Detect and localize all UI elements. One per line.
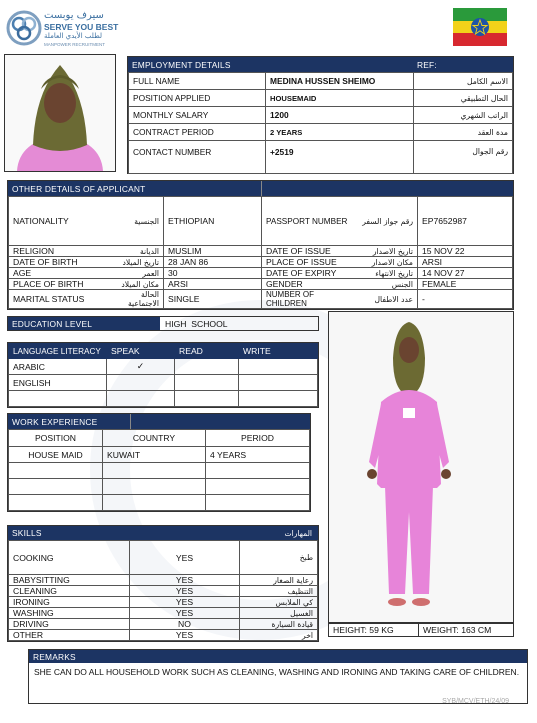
skill-name: CLEANING [9, 586, 130, 597]
read-cell [175, 375, 239, 391]
skill-ar: التنظيف [240, 586, 318, 597]
religion-value: MUSLIM [164, 246, 262, 257]
date-of-expiry-ar: تاريخ الانتهاء [354, 268, 418, 279]
skill-value: YES [130, 597, 240, 608]
skills-header [8, 526, 318, 540]
skill-value: YES [130, 541, 240, 575]
skill-row [9, 597, 318, 608]
age-value: 30 [164, 268, 262, 279]
remarks-title: REMARKS [29, 650, 527, 663]
language-header-row [9, 344, 318, 359]
skill-row [9, 619, 318, 630]
work-position: HOUSE MAID [9, 447, 103, 463]
write-cell [239, 375, 318, 391]
nationality-label: NATIONALITY [9, 197, 105, 246]
language-name [9, 391, 107, 407]
other-details-header [8, 181, 513, 196]
skill-value: YES [130, 586, 240, 597]
employment-row [129, 73, 513, 90]
number-of-children-ar: عدد الاطفال [354, 290, 418, 309]
nationality-value: ETHIOPIAN [164, 197, 262, 246]
skill-row [9, 575, 318, 586]
work-experience-section [7, 413, 311, 512]
employment-row [129, 90, 513, 107]
position-applied-label: POSITION APPLIED [129, 90, 266, 107]
skill-ar: اخر [240, 630, 318, 641]
age-label: AGE [9, 268, 105, 279]
date-of-expiry-label: DATE OF EXPIRY [262, 268, 354, 279]
detail-row [9, 279, 513, 290]
gender-label: GENDER [262, 279, 354, 290]
language-row [9, 359, 318, 375]
monthly-salary-label: MONTHLY SALARY [129, 107, 266, 124]
contact-number-ar: رقم الجوال [414, 141, 513, 174]
skill-value: NO [130, 619, 240, 630]
monthly-salary-ar: الراتب الشهري [414, 107, 513, 124]
detail-row [9, 290, 513, 309]
contract-period-label: CONTRACT PERIOD [129, 124, 266, 141]
place-of-issue-ar: مكان الاصدار [354, 257, 418, 268]
portrait-photo [4, 54, 116, 172]
nationality-ar: الجنسية [105, 197, 164, 246]
education-section [7, 316, 319, 331]
logo-arabic-sub: لطلب الأيدي العاملة [44, 32, 102, 40]
full-body-photo [328, 311, 514, 623]
work-row [9, 479, 310, 495]
date-of-birth-ar: تاريخ الميلاد [105, 257, 164, 268]
place-of-birth-ar: مكان الميلاد [105, 279, 164, 290]
detail-row [9, 246, 513, 257]
skill-name: BABYSITTING [9, 575, 130, 586]
full-name-label: FULL NAME [129, 73, 266, 90]
ref-label: REF: [417, 59, 437, 70]
position-applied-value: HOUSEMAID [266, 90, 414, 107]
date-of-issue-ar: تاريخ الاصدار [354, 246, 418, 257]
work-country [103, 495, 206, 511]
date-of-expiry-value: 14 NOV 27 [418, 268, 513, 279]
employment-row [129, 107, 513, 124]
skill-value: YES [130, 630, 240, 641]
employment-row [129, 124, 513, 141]
detail-row [9, 257, 513, 268]
full-name-ar: الاسم الكامل [414, 73, 513, 90]
write-cell [239, 391, 318, 407]
period-header: PERIOD [206, 430, 310, 447]
skill-row [9, 608, 318, 619]
language-name: ENGLISH [9, 375, 107, 391]
ethiopia-flag-icon [453, 8, 507, 46]
other-details-title: OTHER DETAILS OF APPLICANT [12, 183, 146, 194]
skill-name: IRONING [9, 597, 130, 608]
work-position [9, 479, 103, 495]
date-of-issue-value: 15 NOV 22 [418, 246, 513, 257]
height-value: HEIGHT: 59 KG [329, 624, 419, 636]
detail-row [9, 197, 513, 246]
work-country [103, 463, 206, 479]
skill-ar: طبخ [240, 541, 318, 575]
skill-name: WASHING [9, 608, 130, 619]
speak-header: SPEAK [107, 344, 175, 359]
employment-header [128, 57, 513, 72]
work-position [9, 463, 103, 479]
read-cell [175, 391, 239, 407]
skill-ar: رعاية الصغار [240, 575, 318, 586]
remarks-section [28, 649, 528, 704]
country-header: COUNTRY [103, 430, 206, 447]
detail-row [9, 268, 513, 279]
place-of-birth-label: PLACE OF BIRTH [9, 279, 105, 290]
employment-row [129, 141, 513, 174]
position-header: POSITION [9, 430, 103, 447]
gender-ar: الجنس [354, 279, 418, 290]
skill-ar: كي الملابس [240, 597, 318, 608]
skill-name: DRIVING [9, 619, 130, 630]
logo-english: SERVE YOU BEST [44, 22, 119, 32]
speak-cell [107, 391, 175, 407]
weight-value: WEIGHT: 163 CM [423, 625, 492, 635]
skill-ar: قيادة السيارة [240, 619, 318, 630]
contact-number-label: CONTACT NUMBER [129, 141, 266, 174]
read-header: READ [175, 344, 239, 359]
speak-check-icon: ✓ [107, 359, 175, 375]
skill-row [9, 541, 318, 575]
contract-period-ar: مدة العقد [414, 124, 513, 141]
position-applied-ar: الحال التطبيقي [414, 90, 513, 107]
language-section [7, 342, 319, 408]
date-of-birth-value: 28 JAN 86 [164, 257, 262, 268]
language-row [9, 375, 318, 391]
age-ar: العمر [105, 268, 164, 279]
company-logo [6, 8, 119, 48]
logo-tagline: MANPOWER RECRUITMENT [44, 42, 105, 47]
work-header-row [9, 430, 310, 447]
work-period [206, 463, 310, 479]
skill-row [9, 586, 318, 597]
language-name: ARABIC [9, 359, 107, 375]
date-of-birth-label: DATE OF BIRTH [9, 257, 105, 268]
read-cell [175, 359, 239, 375]
place-of-issue-label: PLACE OF ISSUE [262, 257, 354, 268]
place-of-issue-value: ARSI [418, 257, 513, 268]
marital-status-value: SINGLE [164, 290, 262, 309]
skills-title: SKILLS [12, 528, 42, 538]
skill-value: YES [130, 575, 240, 586]
write-header: WRITE [239, 344, 318, 359]
work-row [9, 495, 310, 511]
full-name-value: MEDINA HUSSEN SHEIMO [266, 73, 414, 90]
monthly-salary-value: 1200 [266, 107, 414, 124]
logo-mark-icon [6, 10, 42, 46]
work-country [103, 479, 206, 495]
remarks-text: SHE CAN DO ALL HOUSEHOLD WORK SUCH AS CLEANING, WASHING AND IRONING AND TAKING CARE OF CHILDREN. [34, 667, 520, 677]
passport-number-label: PASSPORT NUMBER [262, 197, 354, 246]
work-position [9, 495, 103, 511]
work-country: KUWAIT [103, 447, 206, 463]
passport-number-value: EP7652987 [418, 197, 513, 246]
marital-status-label: MARITAL STATUS [9, 290, 105, 309]
employment-details-section [127, 56, 514, 174]
work-period [206, 479, 310, 495]
passport-number-ar: رقم جواز السفر [354, 197, 418, 246]
education-label: EDUCATION LEVEL [8, 317, 160, 330]
document-code: SYB/MCV/ETH/24/09 [442, 698, 509, 705]
work-period [206, 495, 310, 511]
work-experience-header [8, 414, 310, 429]
gender-value: FEMALE [418, 279, 513, 290]
logo-arabic: سيرف يوبست [44, 10, 104, 21]
place-of-birth-value: ARSI [164, 279, 262, 290]
marital-status-ar: الحالة الاجتماعية [105, 290, 164, 309]
write-cell [239, 359, 318, 375]
number-of-children-label: NUMBER OF CHILDREN [262, 290, 354, 309]
religion-ar: الديانة [105, 246, 164, 257]
contract-period-value: 2 YEARS [266, 124, 414, 141]
skill-name: OTHER [9, 630, 130, 641]
education-value: HIGH SCHOOL [165, 318, 228, 329]
language-literacy-header: LANGUAGE LITERACY [9, 344, 107, 359]
work-row [9, 447, 310, 463]
employment-title: EMPLOYMENT DETAILS [132, 59, 231, 70]
skill-name: COOKING [9, 541, 130, 575]
date-of-issue-label: DATE OF ISSUE [262, 246, 354, 257]
speak-cell [107, 375, 175, 391]
skills-section [7, 525, 319, 642]
skill-row [9, 630, 318, 641]
work-experience-title: WORK EXPERIENCE [12, 416, 98, 427]
number-of-children-value: - [418, 290, 513, 309]
skills-title-ar: المهارات [284, 528, 312, 538]
measurements-row [328, 623, 514, 637]
work-period: 4 YEARS [206, 447, 310, 463]
other-details-section [7, 180, 514, 310]
skill-value: YES [130, 608, 240, 619]
language-row [9, 391, 318, 407]
skill-ar: الغسيل [240, 608, 318, 619]
work-row [9, 463, 310, 479]
religion-label: RELIGION [9, 246, 105, 257]
contact-number-value: +2519 [266, 141, 414, 174]
